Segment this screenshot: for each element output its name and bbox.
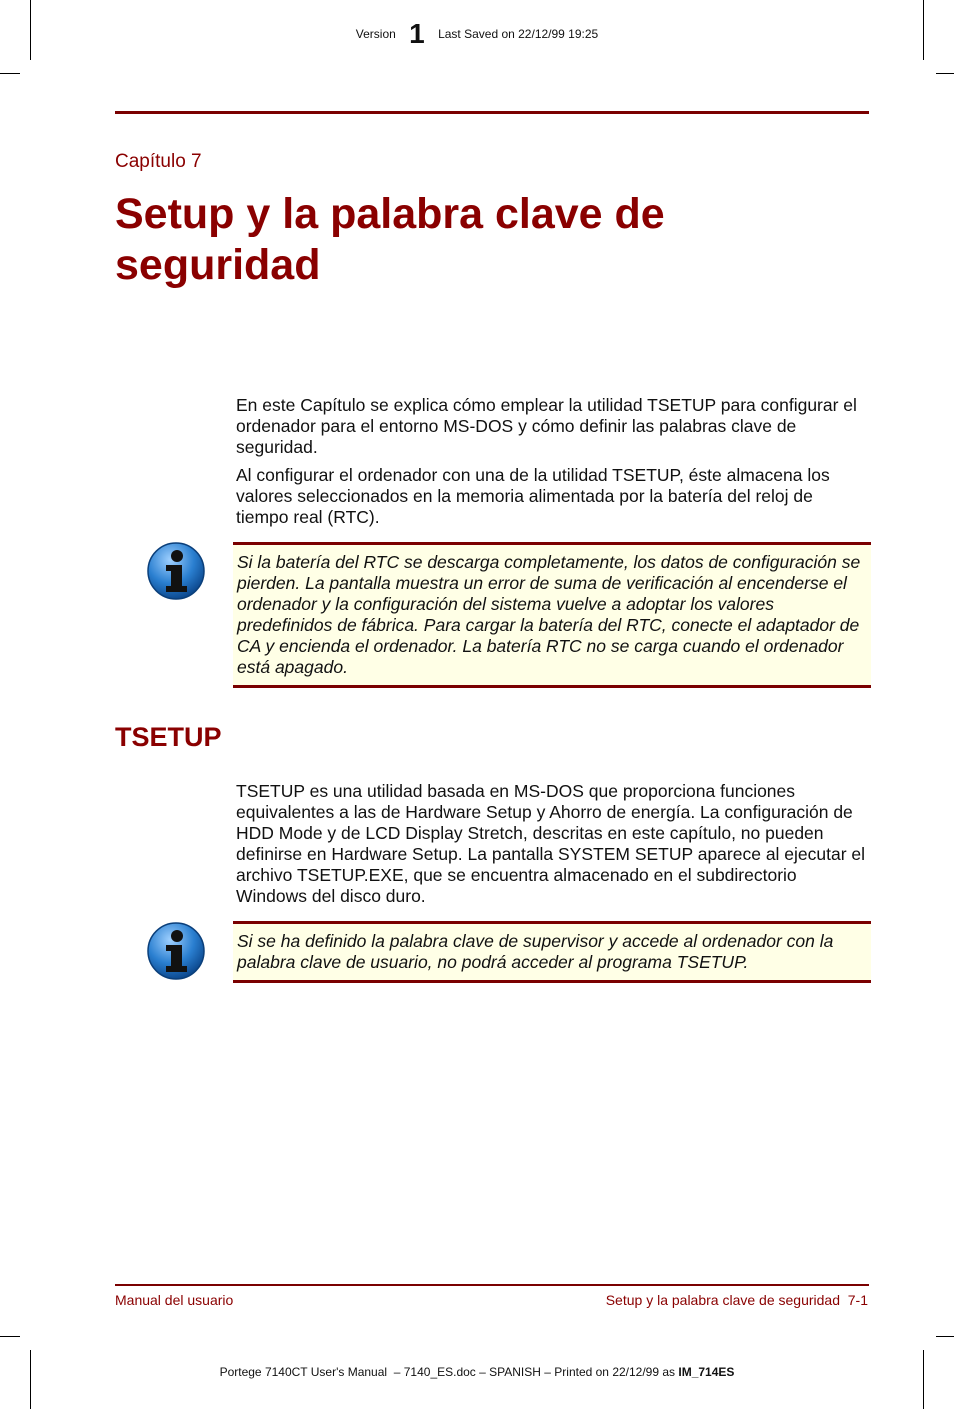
crop-mark [30, 1350, 31, 1409]
note-text-2: Si se ha definido la palabra clave de supervisor y accede al ordenador con la palabra clave de usuario, no podrá acceder al programa TSETUP. [237, 931, 834, 972]
note-text-1: Si la batería del RTC se descarga completamente, los datos de configuración se pierden. La pantalla muestra un error de suma de verificación al encenderse el ordenador y la configuración del sistema vuelve a adoptar los valores predefinidos de fábrica. Para cargar la batería del RTC, conecte el adaptador de CA y encienda el ordenador. La batería RTC no se carga cuando el ordenador está apagado. [237, 552, 861, 677]
bottom-rule [115, 1284, 869, 1286]
crop-mark [936, 73, 954, 74]
chapter-title [115, 189, 835, 291]
footer-left: Manual del usuario [115, 1292, 234, 1308]
section-heading: TSETUP [115, 722, 222, 752]
info-icon [146, 921, 206, 981]
version-number: 1 [409, 18, 425, 49]
crop-mark [936, 1336, 954, 1337]
intro-paragraph-1: En este Capítulo se explica cómo emplear la utilidad TSETUP para configurar el ordenador para el entorno MS-DOS y cómo definir las palabras clave de seguridad. [236, 395, 857, 457]
crop-mark [0, 73, 20, 74]
footer-right: Setup y la palabra clave de seguridad 7-1 [605, 1292, 868, 1308]
version-header [0, 18, 954, 50]
last-saved: Last Saved on 22/12/99 19:25 [438, 27, 599, 41]
note-box-1 [233, 542, 871, 688]
print-info-code: IM_714ES [678, 1365, 735, 1379]
note-box-2 [233, 921, 871, 983]
intro-paragraph-2: Al configurar el ordenador con una de la utilidad TSETUP, éste almacena los valores seleccionados en la memoria alimentada por la batería del reloj de tiempo real (RTC). [236, 465, 830, 527]
chapter-label: Capítulo 7 [115, 151, 202, 172]
info-icon [146, 541, 206, 601]
crop-mark [923, 1350, 924, 1409]
chapter-title-line1: Setup y la palabra clave de [115, 190, 665, 238]
print-info-text: Portege 7140CT User's Manual – 7140_ES.doc – SPANISH – Printed on 22/12/99 as [219, 1365, 679, 1379]
crop-mark [0, 1336, 20, 1337]
top-rule [115, 111, 869, 114]
section-paragraph: TSETUP es una utilidad basada en MS-DOS que proporciona funciones equivalentes a las de Hardware Setup y Ahorro de energía. La configuración de HDD Mode y de LCD Display Stretch, descritas en este capítulo, no pueden definirse en Hardware Setup. La pantalla SYSTEM SETUP aparece al ejecutar el archivo TSETUP.EXE, que se encuentra almacenado en el subdirectorio Windows del disco duro. [236, 781, 866, 906]
chapter-title-line2: seguridad [115, 241, 321, 289]
version-label: Version [355, 27, 396, 41]
print-info [0, 1365, 954, 1379]
